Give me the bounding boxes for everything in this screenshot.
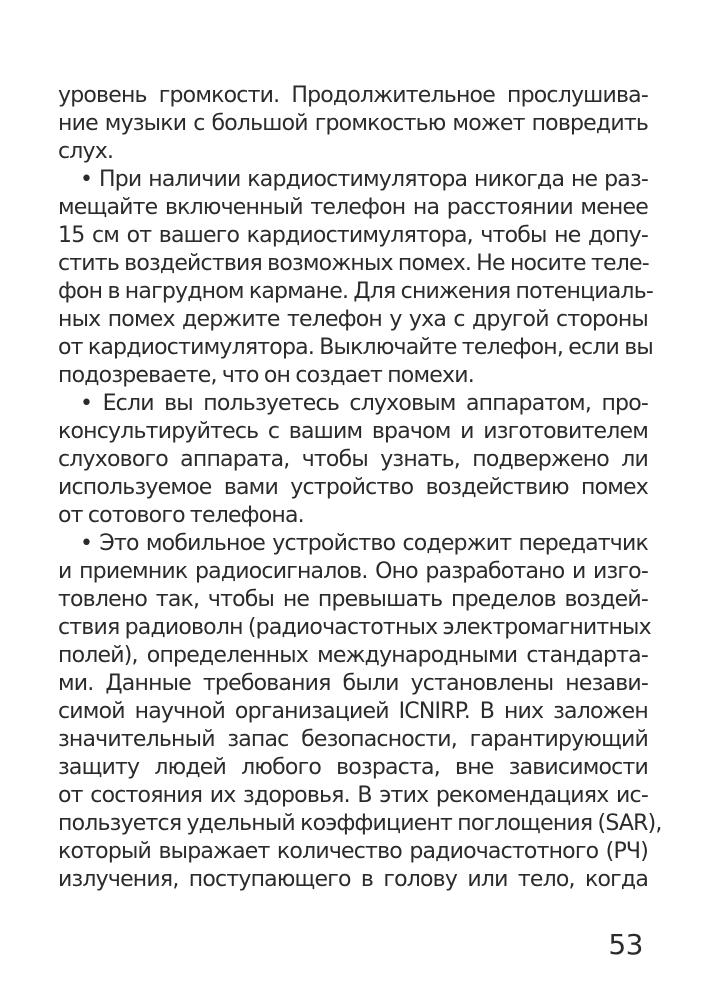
text-line: уровень громкости. Продолжительное прослушива- (58, 83, 648, 108)
text-line: стить воздействия возможных помех. Не носите теле- (58, 251, 649, 276)
text-line: и приемник радиосигналов. Оно разработано и изго- (58, 559, 648, 584)
text-line: пользуется удельный коэффициент поглощения (SAR), (58, 811, 662, 836)
text-line: фон в нагрудном кармане. Для снижения потенциаль- (58, 279, 653, 304)
text-line: от кардиостимулятора. Выключайте телефон, если вы (58, 335, 653, 360)
text-line: ных помех держите телефон у уха с другой стороны (58, 307, 648, 332)
text-line: ми. Данные требования были установлены незави- (58, 671, 648, 696)
text-line: симой научной организацией ICNIRP. В них заложен (58, 699, 648, 724)
text-line: защиту людей любого возраста, вне зависимости (58, 755, 648, 780)
text-line: мещайте включенный телефон на расстоянии менее (58, 195, 648, 220)
text-line: от сотового телефона. (58, 503, 304, 528)
page-body (58, 82, 662, 894)
text-line: от состояния их здоровья. В этих рекомендациях ис- (58, 783, 648, 808)
text-line: слух. (58, 139, 114, 164)
bullet-line: • Если вы пользуетесь слуховым аппаратом, про- (80, 391, 648, 416)
text-line: используемое вами устройство воздействию помех (58, 475, 648, 500)
page-number: 53 (608, 928, 643, 961)
text-line: излучения, поступающего в голову или тело, когда (58, 867, 648, 892)
text-line: значительный запас безопасности, гарантирующий (58, 727, 648, 752)
text-line: ние музыки с большой громкостью может повредить (58, 111, 648, 136)
paragraph-hearing-volume (58, 82, 648, 166)
text-line: товлено так, чтобы не превышать пределов воздей- (58, 587, 648, 612)
text-line: 15 см от вашего кардиостимулятора, чтобы не допу- (58, 223, 648, 248)
paragraph-pacemaker (58, 166, 653, 390)
text-line: консультируйтесь с вашим врачом и изготовителем (58, 419, 648, 444)
paragraph-radio-exposure (58, 530, 662, 894)
bullet-line: • При наличии кардиостимулятора никогда не раз- (80, 167, 648, 192)
text-line: слухового аппарата, чтобы узнать, подвержено ли (58, 447, 648, 472)
text-line: ствия радиоволн (радиочастотных электромагнитных (58, 615, 651, 640)
text-line: полей), определенных международными стандарта- (58, 643, 648, 668)
paragraph-hearing-aid (58, 390, 648, 530)
text-line: подозреваете, что он создает помехи. (58, 363, 474, 388)
text-line: который выражает количество радиочастотного (РЧ) (58, 839, 648, 864)
bullet-line: • Это мобильное устройство содержит передатчик (80, 531, 648, 556)
